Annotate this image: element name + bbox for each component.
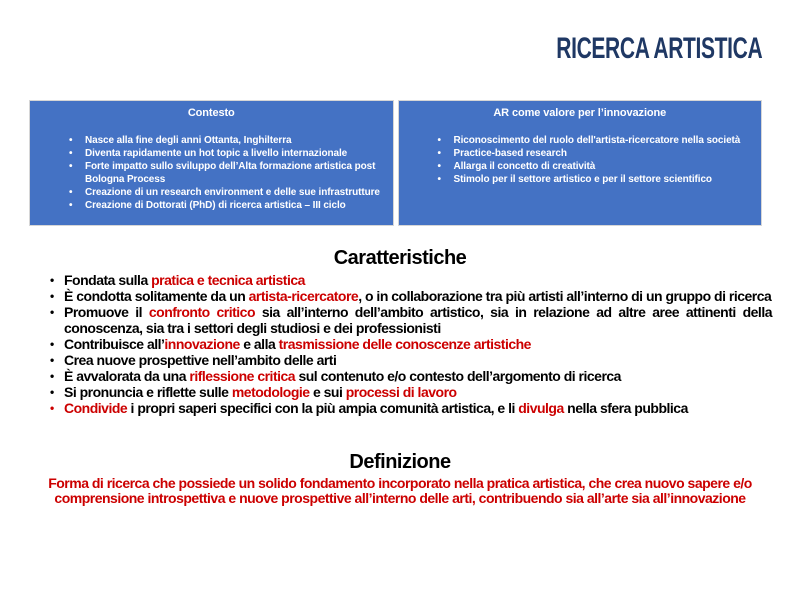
characteristic-bullet: [48, 352, 772, 368]
box-bullet: • Diventa rapidamente un hot topic a livello internazionale: [69, 147, 387, 160]
text-segment-red: confronto critico: [148, 304, 256, 320]
text-segment-red: riflessione critica: [189, 368, 296, 384]
box-bullet: • Stimolo per il settore artistico e per il settore scientifico: [438, 173, 756, 186]
text-segment-black: Si pronuncia e riflette sulle: [64, 384, 232, 400]
context-box-list: [69, 134, 387, 212]
slide-title: RICERCA ARTISTICA: [556, 32, 762, 65]
text-segment-red: Condivide: [64, 400, 128, 416]
characteristic-bullet: [48, 368, 772, 384]
box-bullet: • Creazione di Dottorati (PhD) di ricerca artistica – III ciclo: [69, 199, 387, 212]
text-segment-black: Contribuisce all’: [64, 336, 165, 352]
text-segment-black: È condotta solitamente da un: [64, 288, 249, 304]
context-box-header: Contesto: [187, 107, 235, 119]
caratteristiche-list: [48, 272, 772, 416]
characteristic-bullet: [48, 384, 772, 400]
characteristic-bullet: [48, 288, 772, 304]
context-box: [29, 100, 394, 226]
text-segment-red: artista-ricercatore: [248, 288, 359, 304]
box-bullet: • Creazione di un research environment e delle sue infrastrutture: [69, 186, 387, 199]
text-segment-black: i propri saperi specifici con la più ampia comunità artistica, e li: [127, 400, 519, 416]
caratteristiche-heading: Caratteristiche: [333, 247, 467, 269]
box-bullet: • Riconoscimento del ruolo dell'artista-ricercatore nella società: [438, 134, 756, 147]
definizione-text: Forma di ricerca che possiede un solido fondamento incorporato nella pratica artistica, che crea nuovo sapere e/o comprensione introspettiva e nuove prospettive all’interno delle arti, contribuendo sia all’arte sia all’innovazione: [48, 475, 752, 506]
characteristic-bullet: [48, 272, 772, 288]
innovation-box-header: AR come valore per l’innovazione: [493, 107, 667, 119]
text-segment-black: Crea nuove prospettive nell’ambito delle arti: [64, 352, 337, 368]
box-bullet: • Practice-based research: [438, 147, 756, 160]
box-bullet: • Forte impatto sullo sviluppo dell’Alta formazione artistica post Bologna Process: [69, 160, 387, 186]
text-segment-red: metodologie: [231, 384, 310, 400]
box-bullet: • Allarga il concetto di creatività: [438, 160, 756, 173]
characteristic-bullet: [48, 336, 772, 352]
box-bullet: • Nasce alla fine degli anni Ottanta, Inghilterra: [69, 134, 387, 147]
text-segment-red: innovazione: [164, 336, 240, 352]
innovation-box-list: [438, 134, 756, 186]
text-segment-black: e sui: [309, 384, 346, 400]
text-segment-black: Fondata sulla: [64, 272, 152, 288]
characteristic-bullet: [48, 304, 772, 336]
text-segment-red: pratica e tecnica artistica: [151, 272, 305, 288]
text-segment-red: processi di lavoro: [345, 384, 457, 400]
text-segment-black: , o in collaborazione tra più artisti all’interno di un gruppo di ricerca: [358, 288, 772, 304]
text-segment-black: e alla: [239, 336, 279, 352]
text-segment-black: sia all’interno dell’ambito artistico, sia in relazione ad altre aree attinenti della conoscenza, sia tra i settori degli studiosi e dei professionisti: [64, 304, 772, 336]
text-segment-black: nella sfera pubblica: [563, 400, 688, 416]
text-segment-black: È avvalorata da una: [64, 368, 190, 384]
text-segment-red: divulga: [518, 400, 564, 416]
definizione-heading: Definizione: [349, 451, 451, 473]
innovation-box: [398, 100, 763, 226]
characteristic-bullet: [48, 400, 772, 416]
text-segment-black: Promuove il: [64, 304, 149, 320]
text-segment-red: trasmissione delle conoscenze artistiche: [278, 336, 531, 352]
context-table: [29, 100, 762, 226]
text-segment-black: sul contenuto e/o contesto dell’argomento di ricerca: [295, 368, 621, 384]
